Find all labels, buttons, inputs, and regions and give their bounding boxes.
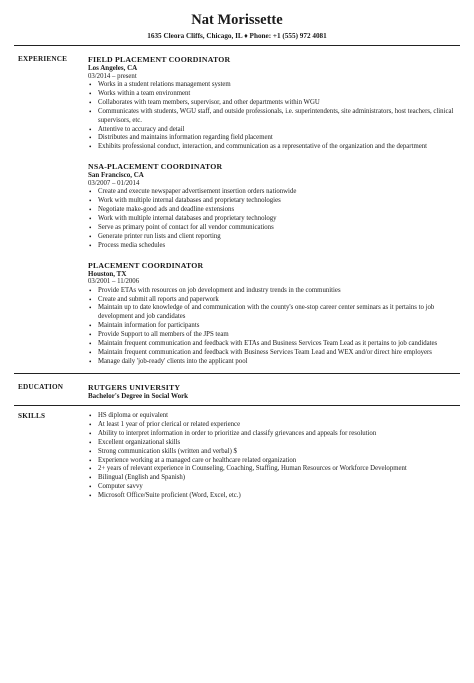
experience-entries	[88, 55, 463, 377]
resume-header	[0, 0, 474, 41]
bullet-item: • Distributes and maintains information regarding field placement	[88, 134, 463, 143]
job-bullets	[88, 287, 463, 367]
education-divider	[14, 405, 460, 406]
bullet-item: • Attentive to accuracy and detail	[88, 126, 463, 135]
job-location: Houston, TX	[88, 269, 127, 278]
school-name: RUTGERS UNIVERSITY	[88, 383, 181, 392]
bullet-item: • Work with multiple internal databases and proprietary technology	[88, 215, 463, 224]
skill-item: • Excellent organizational skills	[88, 439, 463, 448]
job-title: PLACEMENT COORDINATOR	[88, 260, 204, 270]
skill-item: • At least 1 year of prior clerical or related experience	[88, 421, 463, 430]
experience-divider	[14, 373, 460, 374]
skill-item: • HS diploma or equivalent	[88, 412, 463, 421]
job-location: Los Angeles, CA	[88, 64, 138, 72]
skill-item: • Microsoft Office/Suite proficient (Word, Excel, etc.)	[88, 492, 463, 501]
job-title: FIELD PLACEMENT COORDINATOR	[88, 55, 231, 64]
bullet-item: • Serve as primary point of contact for all vendor communications	[88, 224, 463, 233]
job-entry	[88, 261, 463, 367]
skill-item: • 2+ years of relevant experience in Counseling, Coaching, Staffing, Human Resources or Workforce Development	[88, 465, 463, 474]
skills-list	[88, 412, 463, 501]
education-heading: EDUCATION	[18, 383, 64, 391]
bullet-item: • Maintain frequent communication and feedback with Business Services Team Lead and WEX and/or direct hire employers	[88, 349, 463, 358]
bullet-item: • Works in a student relations management system	[88, 81, 463, 90]
bullet-item: • Provide ETAs with resources on job development and industry trends in the communities	[88, 287, 463, 296]
bullet-item: • Generate printer run lists and client reporting	[88, 233, 463, 242]
candidate-name: Nat Morissette	[191, 12, 283, 28]
job-title: NSA-PLACEMENT COORDINATOR	[88, 162, 223, 172]
skill-item: • Experience working at a managed care or healthcare related organization	[88, 457, 463, 466]
job-dates: 03/2014 – present	[88, 72, 137, 80]
contact-line: 1635 Cleora Cliffs, Chicago, IL ♦ Phone: +1 (555) 972 4081	[147, 32, 327, 40]
job-dates: 03/2007 – 01/2014	[88, 179, 140, 187]
skill-item: • Computer savvy	[88, 483, 463, 492]
job-bullets	[88, 81, 463, 152]
bullet-item: • Create and submit all reports and paperwork	[88, 296, 463, 305]
job-dates: 03/2001 – 11/2006	[88, 278, 140, 286]
job-location: San Francisco, CA	[88, 171, 144, 180]
bullet-item: • Maintain frequent communication and feedback with ETAs and Business Services Team Lead as it pertains to job candidates	[88, 340, 463, 349]
bullet-item: • Maintain information for participants	[88, 322, 463, 331]
bullet-item: • Exhibits professional conduct, interaction, and communication as a representative of the organization and the department	[88, 143, 463, 152]
skills-heading: SKILLS	[18, 412, 46, 420]
skill-item: • Ability to interpret information in order to prioritize and classify grievances and appeals for resolution	[88, 430, 463, 439]
skill-item: • Strong communication skills (written and verbal) $	[88, 448, 463, 457]
skill-item: • Bilingual (English and Spanish)	[88, 474, 463, 483]
education-entry	[88, 383, 463, 401]
header-divider	[14, 45, 460, 46]
bullet-item: • Create and execute newspaper advertisement insertion orders nationwide	[88, 188, 463, 197]
bullet-item: • Collaborates with team members, supervisor, and other departments within WGU	[88, 99, 463, 108]
job-entry	[88, 162, 463, 250]
job-entry	[88, 55, 463, 152]
bullet-item: • Process media schedules	[88, 242, 463, 251]
bullet-item: • Manage daily 'job-ready' clients into the applicant pool	[88, 358, 463, 367]
experience-heading: EXPERIENCE	[18, 55, 68, 63]
bullet-item: • Work with multiple internal databases and proprietary technologies	[88, 197, 463, 206]
bullet-item: • Maintain up to date knowledge of and communication with the county's one-stop career center seminars as it pertains to job development and job candidates	[88, 304, 463, 322]
degree: Bachelor's Degree in Social Work	[88, 392, 189, 400]
skills-list-wrapper	[88, 412, 463, 501]
job-bullets	[88, 188, 463, 250]
bullet-item: • Works within a team environment	[88, 90, 463, 99]
bullet-item: • Negotiate make-good ads and deadline extensions	[88, 206, 463, 215]
bullet-item: • Provide Support to all members of the JPS team	[88, 331, 463, 340]
bullet-item: • Communicates with students, WGU staff, and outside professionals, i.e. superintendents, site administrators, host teachers, clinical supervisors, etc.	[88, 108, 463, 126]
